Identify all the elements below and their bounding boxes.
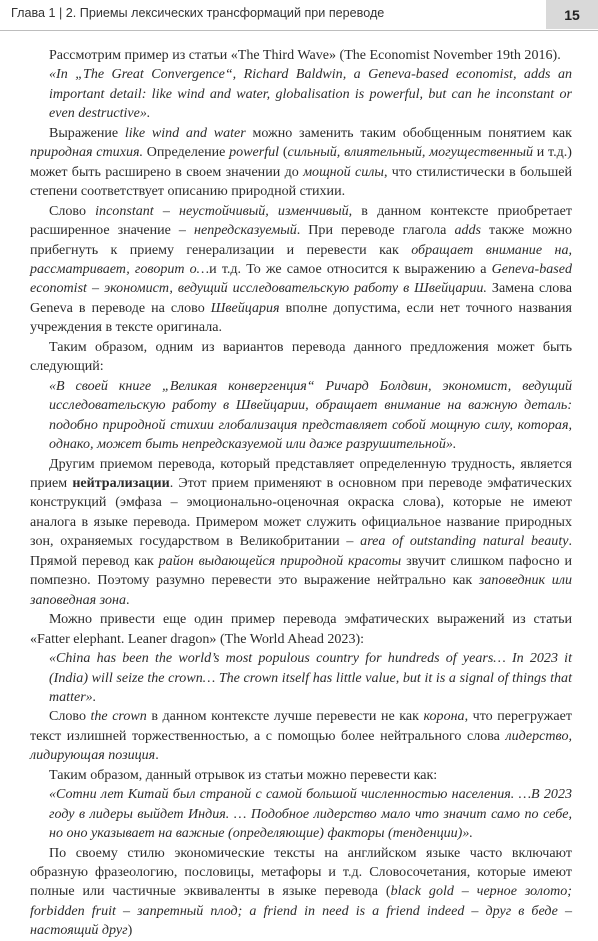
paragraph-wind-water: Выражение like wind and water можно заменить таким обобщенным понятием как природная стихия. Определение powerful (сильный, влиятельный, могущественный и т.д.) может быть расширено в своем значении до мощной силы, что стилистически в большей степени соответствует описанию природной стихии.: [30, 124, 573, 200]
paragraph-translation-lead: Таким образом, одним из вариантов перевода данного предложения может быть следующий:: [30, 338, 572, 375]
quote-russian-2: «Сотни лет Китай был страной с самой большой численностью населения. …В 2023 году в лидеры выйдет Индия. … Подобное лидерство мало что значит само по себе, но оно указывает на важные (определяющие) факторы (тенденции)».: [49, 786, 572, 842]
page-body: [30, 46, 572, 941]
paragraph-phraseology: По своему стилю экономические тексты на английском языке часто включают образную фразеологию, пословицы, метафоры и т.д. Словосочетания, которые имеют полные или частичные эквиваленты в языке перевода (black gold – черное золото; forbidden fruit – запретный плод; a friend in need is a friend indeed – друг в беде – настоящий друг): [30, 844, 572, 939]
paragraph-crown: Слово the crown в данном контексте лучше перевести не как корона, что перегружает текст излишней торжественностью, а с помощью более нейтрального слова лидерство, лидирующая позиция.: [30, 708, 572, 764]
paragraph-emphatic-example: Можно привести еще один пример перевода эмфатических выражений из статьи «Fatter elephant. Leaner dragon» (The World Ahead 2023):: [30, 611, 572, 647]
paragraph-intro: Рассмотрим пример из статьи «The Third Wave» (The Economist November 19th 2016).: [49, 47, 561, 63]
page-number: 15: [546, 0, 598, 29]
paragraph-translation-lead-2: Таким образом, данный отрывок из статьи можно перевести как:: [49, 766, 438, 783]
quote-english-1: «In „The Great Convergence“, Richard Baldwin, a Geneva-based economist, adds an important detail: like wind and water, globalisation is powerful, but can he inconstant or even destructive».: [49, 66, 572, 122]
quote-russian-1: «В своей книге „Великая конвергенция“ Ричард Болдвин, экономист, ведущий исследовательскую работу в Швейцарии, обращает внимание на важную деталь: подобно природной стихии глобализация представляет собой мощную силу, которая, однако, может быть непредсказуемой или даже разрушительной».: [49, 377, 572, 453]
quote-english-2: «China has been the world’s most populous country for hundreds of years… In 2023 it (India) will seize the crown… The crown itself has little value, but it is a signal of things that matter».: [49, 650, 572, 705]
running-header: [0, 0, 598, 36]
paragraph-inconstant: Слово inconstant – неустойчивый, изменчивый, в данном контексте приобретает расширенное значение – непредсказуемый. При переводе глагола adds также можно прибегнуть к приему генерализации и перевести как обращает внимание на, рассматривает, говорит о…и т.д. То же самое относится к выражению a Geneva-based economist – экономист, ведущий исследовательскую работу в Швейцарии. Замена слова Geneva в переводе на слово Швейцария вполне допустима, если нет точного названия учреждения в тексте оригинала.: [30, 202, 573, 336]
header-divider: [0, 30, 598, 31]
chapter-label: Глава 1 | 2. Приемы лексических трансформаций при переводе: [11, 6, 385, 20]
paragraph-neutralization: Другим приемом перевода, который представляет определенную трудность, является прием нейтрализации. Этот прием применяют в основном при переводе эмфатических конструкций (эмфаза – эмоционально-оценочная окраска слова), которые не имеют аналога в языке перевода. Примером может служить официальное название природных зон, охраняемых государством в Великобритании – area of outstanding natural beauty. Прямой перевод как район выдающейся природной красоты звучит слишком пафосно и помпезно. Поэтому разумно перевести это выражение нейтрально как заповедник или заповедная зона.: [30, 455, 572, 608]
